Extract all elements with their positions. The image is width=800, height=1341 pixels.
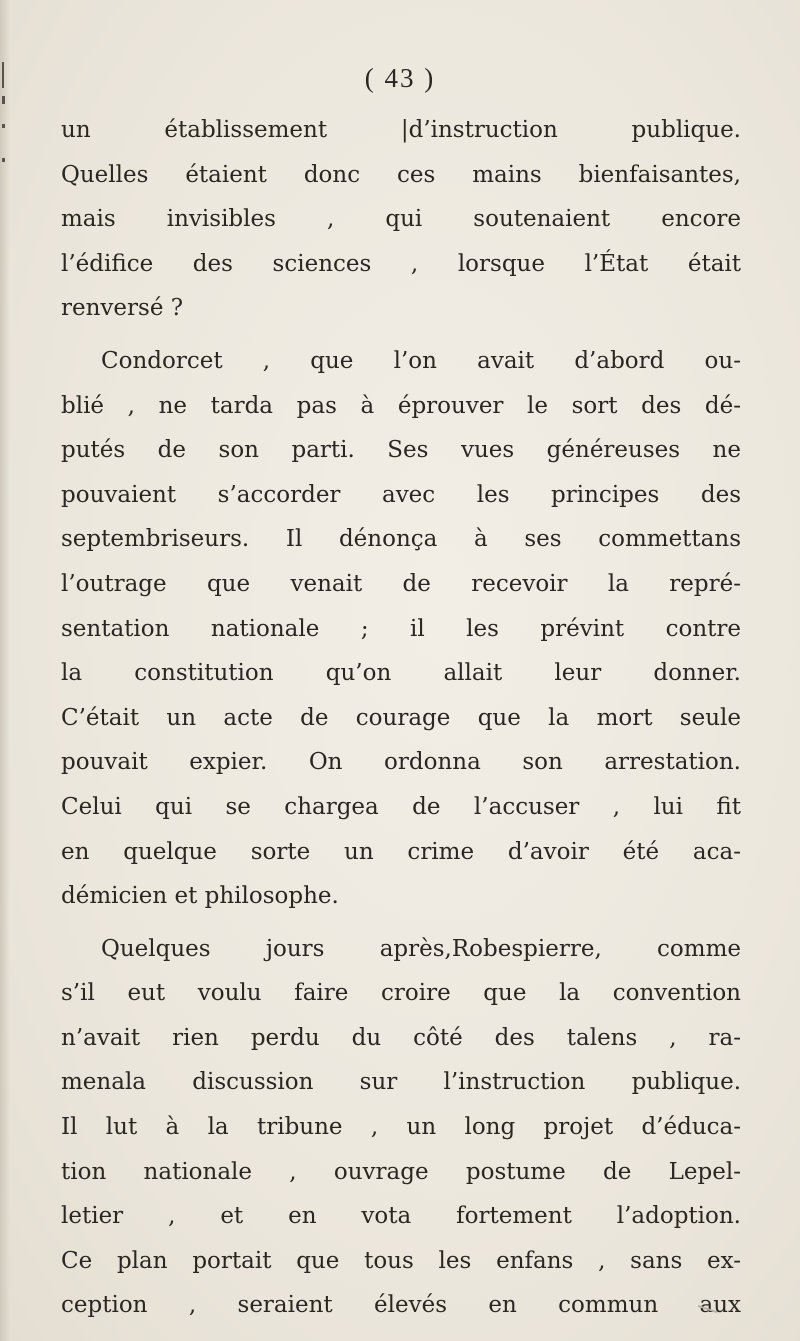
- text-line: pouvait expier. On ordonna son arrestation.: [61, 749, 741, 776]
- text-line: ception , seraient élevés en commun aux: [61, 1292, 741, 1319]
- text-line: Ce plan portait que tous les enfans , sans ex-: [61, 1247, 741, 1274]
- text-line: renversé ?: [61, 295, 184, 322]
- text-line: septembriseurs. Il dénonça à ses commettans: [61, 526, 741, 553]
- text-line: Quelques jours après,Robespierre, comme: [101, 935, 741, 962]
- text-line: putés de son parti. Ses vues généreuses ne: [61, 437, 741, 464]
- edge-mark: [2, 124, 5, 128]
- text-line: pouvaient s’accorder avec les principes des: [61, 481, 741, 508]
- text-line: s’il eut voulu faire croire que la convention: [61, 980, 741, 1007]
- text-line: Celui qui se chargea de l’accuser , lui fit: [61, 793, 741, 820]
- text-line: démicien et philosophe.: [61, 883, 339, 910]
- text-line: menala discussion sur l’instruction publique.: [61, 1069, 741, 1096]
- page-number: ( 43 ): [364, 63, 436, 93]
- text-line: sentation nationale ; il les prévint contre: [61, 615, 741, 642]
- text-line: tion nationale , ouvrage postume de Lepel-: [61, 1158, 741, 1185]
- text-line: l’édifice des sciences , lorsque l’État était: [61, 250, 741, 277]
- text-line: la constitution qu’on allait leur donner.: [61, 660, 741, 687]
- text-line: en quelque sorte un crime d’avoir été aca-: [61, 838, 741, 865]
- text-line: Il lut à la tribune , un long projet d’éduca-: [61, 1114, 741, 1141]
- text-line: C’était un acte de courage que la mort seule: [61, 704, 741, 731]
- text-line: l’outrage que venait de recevoir la repré-: [61, 570, 741, 597]
- edge-mark: [2, 96, 5, 104]
- body-text: [61, 108, 741, 1328]
- page-left-edge: [0, 0, 10, 1341]
- text-line: blié , ne tarda pas à éprouver le sort des dé-: [61, 392, 741, 419]
- edge-mark: [2, 158, 5, 162]
- text-line: n’avait rien perdu du côté des talens , ra-: [61, 1024, 741, 1051]
- text-line: Condorcet , que l’on avait d’abord ou-: [101, 347, 741, 374]
- text-line: mais invisibles , qui soutenaient encore: [61, 206, 741, 233]
- text-line: Quelles étaient donc ces mains bienfaisantes,: [61, 161, 741, 188]
- text-line: un établissement |d’instruction publique.: [61, 117, 741, 143]
- text-line: letier , et en vota fortement l’adoption.: [61, 1203, 741, 1230]
